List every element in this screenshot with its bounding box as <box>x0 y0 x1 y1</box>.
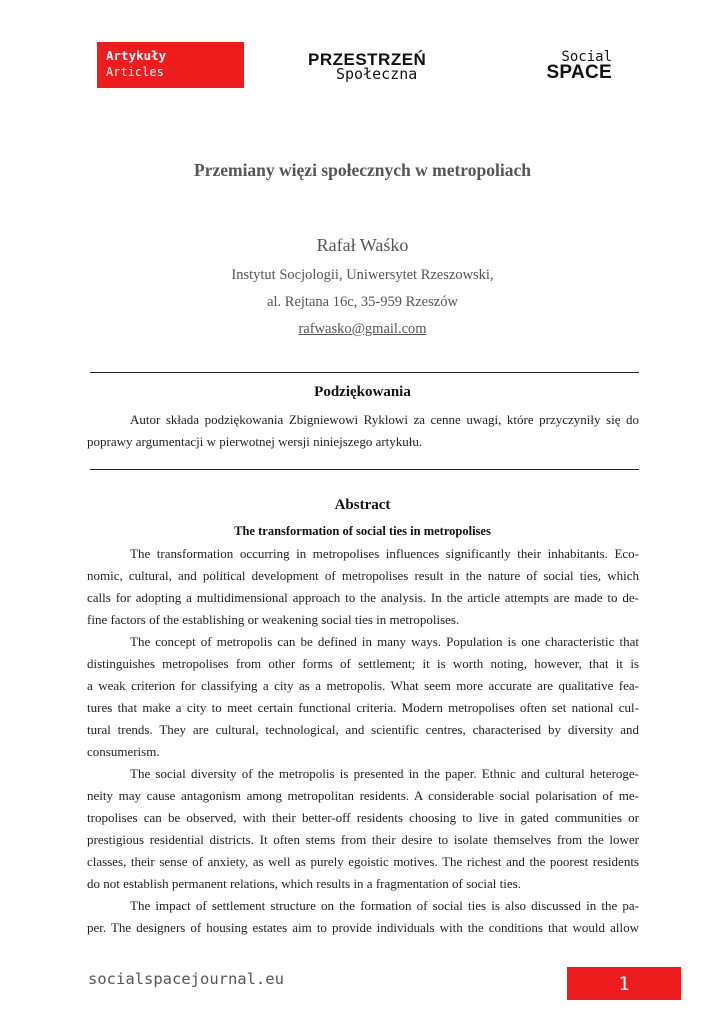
text-line: tropolises can be observed, with their better-off residents choosing to live in gated communities or <box>87 810 639 825</box>
author-email[interactable] <box>90 321 635 338</box>
section-label-box <box>97 42 244 88</box>
journal-logo-en-line1: Social <box>561 49 612 65</box>
abstract-subtitle: The transformation of social ties in metropolises <box>234 524 491 538</box>
text-line: do not establish permanent relations, which results in a fragmentation of social ties. <box>87 876 521 891</box>
text-line: calls for adopting a multidimensional approach to the analysis. In the article attempts are made to de- <box>87 590 639 605</box>
abstract-body <box>87 543 639 939</box>
journal-logo-en-line2: SPACE <box>546 62 612 83</box>
text-line: The social diversity of the metropolis is presented in the paper. Ethnic and cultural heteroge- <box>130 766 639 781</box>
section-label-pl: Artykuły <box>106 48 167 63</box>
journal-logo-en <box>520 50 612 81</box>
divider-bottom <box>90 469 639 470</box>
text-line: The concept of metropolis can be defined in many ways. Population is one characteristic that <box>130 634 639 649</box>
author-email-link[interactable]: rafwasko@gmail.com <box>298 321 427 337</box>
text-line: The transformation occurring in metropolises influences significantly their inhabitants. Eco- <box>130 546 639 561</box>
article-author: Rafał Waśko <box>316 235 409 255</box>
divider-top <box>90 372 639 373</box>
footer-journal-url[interactable]: socialspacejournal.eu <box>88 970 284 988</box>
text-line: per. The designers of housing estates aim to provide individuals with the conditions that would allow <box>87 920 639 935</box>
section-label-en: Articles <box>106 65 164 79</box>
page-number: 1 <box>567 967 681 1000</box>
acknowledgements-heading: Podziękowania <box>314 384 411 400</box>
text-line: distinguishes metropolises from other forms of settlement; it is worth noting, however, that it is <box>87 656 639 671</box>
text-line: prestigious residential districts. It often stems from their desire to isolate themselves from the lower <box>87 832 639 847</box>
text-line: nomic, cultural, and political development of metropolises result in the nature of social ties, which <box>87 568 639 583</box>
text-line: a weak criterion for classifying a city as a metropolis. What seem more accurate are qualitative fea- <box>87 678 639 693</box>
acknowledgements-text <box>87 409 639 453</box>
text-line: poprawy argumentacji w pierwotnej wersji niniejszego artykułu. <box>87 434 423 449</box>
journal-logo-pl-line2: Społeczna <box>336 65 418 83</box>
author-affiliation-line2: al. Rejtana 16c, 35-959 Rzeszów <box>267 294 458 310</box>
article-title: Przemiany więzi społecznych w metropoliach <box>194 160 531 180</box>
text-line: classes, their sense of anxiety, as well as purely egoistic motives. The richest and the poorest residents <box>87 854 639 869</box>
text-line: tures that make a city to meet certain functional criteria. Modern metropolises often set national cul- <box>87 700 639 715</box>
text-line: consumerism. <box>87 744 160 759</box>
text-line: tural trends. They are cultural, technological, and scientific centres, characterised by diversity and <box>87 722 639 737</box>
text-line: neity may cause antagonism among metropolitan residents. A considerable social polarisation of me- <box>87 788 639 803</box>
text-line: The impact of settlement structure on the formation of social ties is also discussed in the pa- <box>130 898 639 913</box>
journal-logo-pl-line1: PRZESTRZEŃ <box>308 50 427 69</box>
abstract-heading: Abstract <box>334 497 391 513</box>
text-line: Autor składa podziękowania Zbigniewowi Ryklowi za cenne uwagi, które przyczyniły się do <box>130 412 639 427</box>
text-line: fine factors of the establishing or weakening social ties in metropolises. <box>87 612 460 627</box>
author-affiliation-line1: Instytut Socjologii, Uniwersytet Rzeszowski, <box>231 267 494 283</box>
journal-logo-pl <box>308 52 468 82</box>
